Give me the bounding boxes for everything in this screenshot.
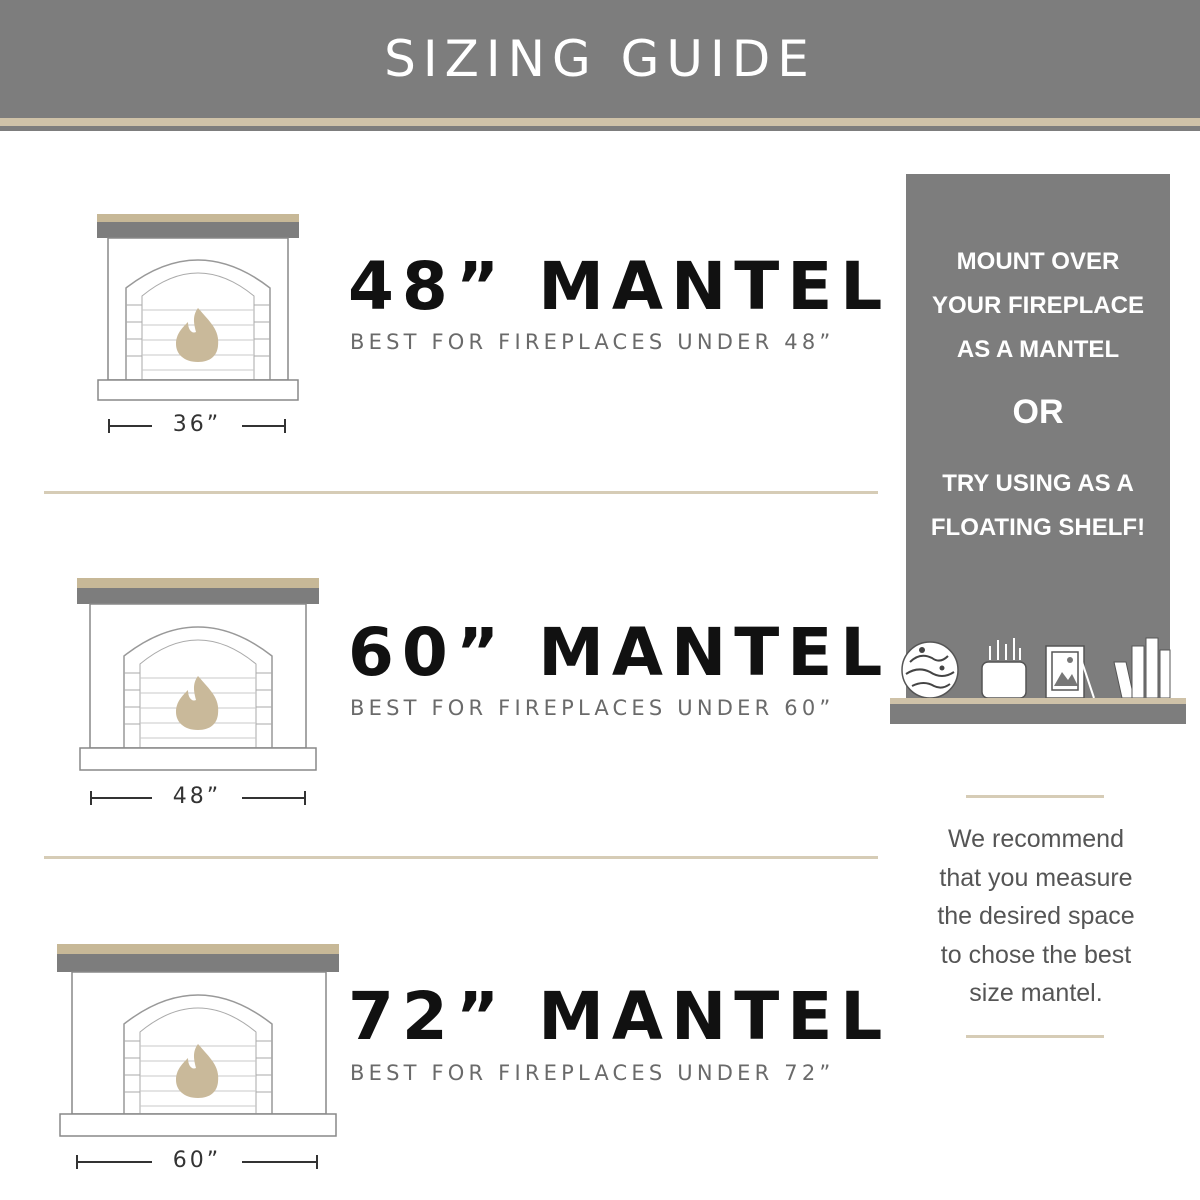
picture-frame-icon — [1046, 646, 1094, 698]
size-title: 48” MANTEL — [348, 248, 891, 325]
fireplace-72-graphic — [54, 940, 344, 1145]
dimension-marker — [90, 786, 306, 810]
header-accent-band — [0, 118, 1200, 126]
dimension-label: 60” — [172, 1148, 222, 1173]
recommend-line: We recommend — [948, 825, 1124, 853]
header-accent-line — [0, 126, 1200, 131]
floating-shelf — [890, 698, 1186, 724]
recommend-rule-top — [966, 795, 1104, 798]
size-title: 60” MANTEL — [348, 614, 891, 691]
fireplace-48-graphic — [94, 210, 304, 410]
fireplace-icon — [54, 940, 344, 1145]
shelf-decor — [896, 632, 1186, 704]
fireplace-icon — [94, 210, 304, 410]
recommend-line: to chose the best — [940, 940, 1132, 969]
panel-or: OR — [1012, 393, 1064, 431]
books-icon — [1114, 638, 1170, 698]
recommend-rule-bottom — [966, 1035, 1104, 1038]
panel-line: AS A MANTEL — [956, 336, 1120, 363]
panel-line: TRY USING AS A — [942, 470, 1134, 497]
dimension-label: 36” — [172, 412, 222, 437]
panel-line: YOUR FIREPLACE — [931, 292, 1144, 319]
plant-pot-icon — [982, 638, 1026, 698]
floating-shelf-panel — [906, 174, 1170, 698]
fireplace-60-graphic — [74, 574, 324, 779]
panel-line: FLOATING SHELF! — [930, 514, 1146, 541]
size-subtitle: BEST FOR FIREPLACES UNDER 48” — [350, 330, 835, 354]
recommend-line: size mantel. — [969, 979, 1103, 1007]
section-divider — [44, 491, 878, 494]
recommendation-text — [914, 820, 1158, 1013]
page-title: SIZING GUIDE — [384, 30, 816, 88]
header-banner — [0, 0, 1200, 118]
dimension-marker — [76, 1150, 318, 1174]
recommend-line: the desired space — [937, 902, 1135, 930]
globe-icon — [902, 642, 958, 698]
recommend-line: that you measure — [939, 863, 1133, 892]
size-subtitle: BEST FOR FIREPLACES UNDER 72” — [350, 1061, 835, 1085]
dimension-marker — [108, 414, 286, 438]
fireplace-icon — [74, 574, 324, 779]
dimension-label: 48” — [172, 784, 222, 809]
size-subtitle: BEST FOR FIREPLACES UNDER 60” — [350, 696, 835, 720]
section-divider — [44, 856, 878, 859]
size-title: 72” MANTEL — [348, 978, 891, 1055]
panel-line: MOUNT OVER — [956, 248, 1120, 275]
